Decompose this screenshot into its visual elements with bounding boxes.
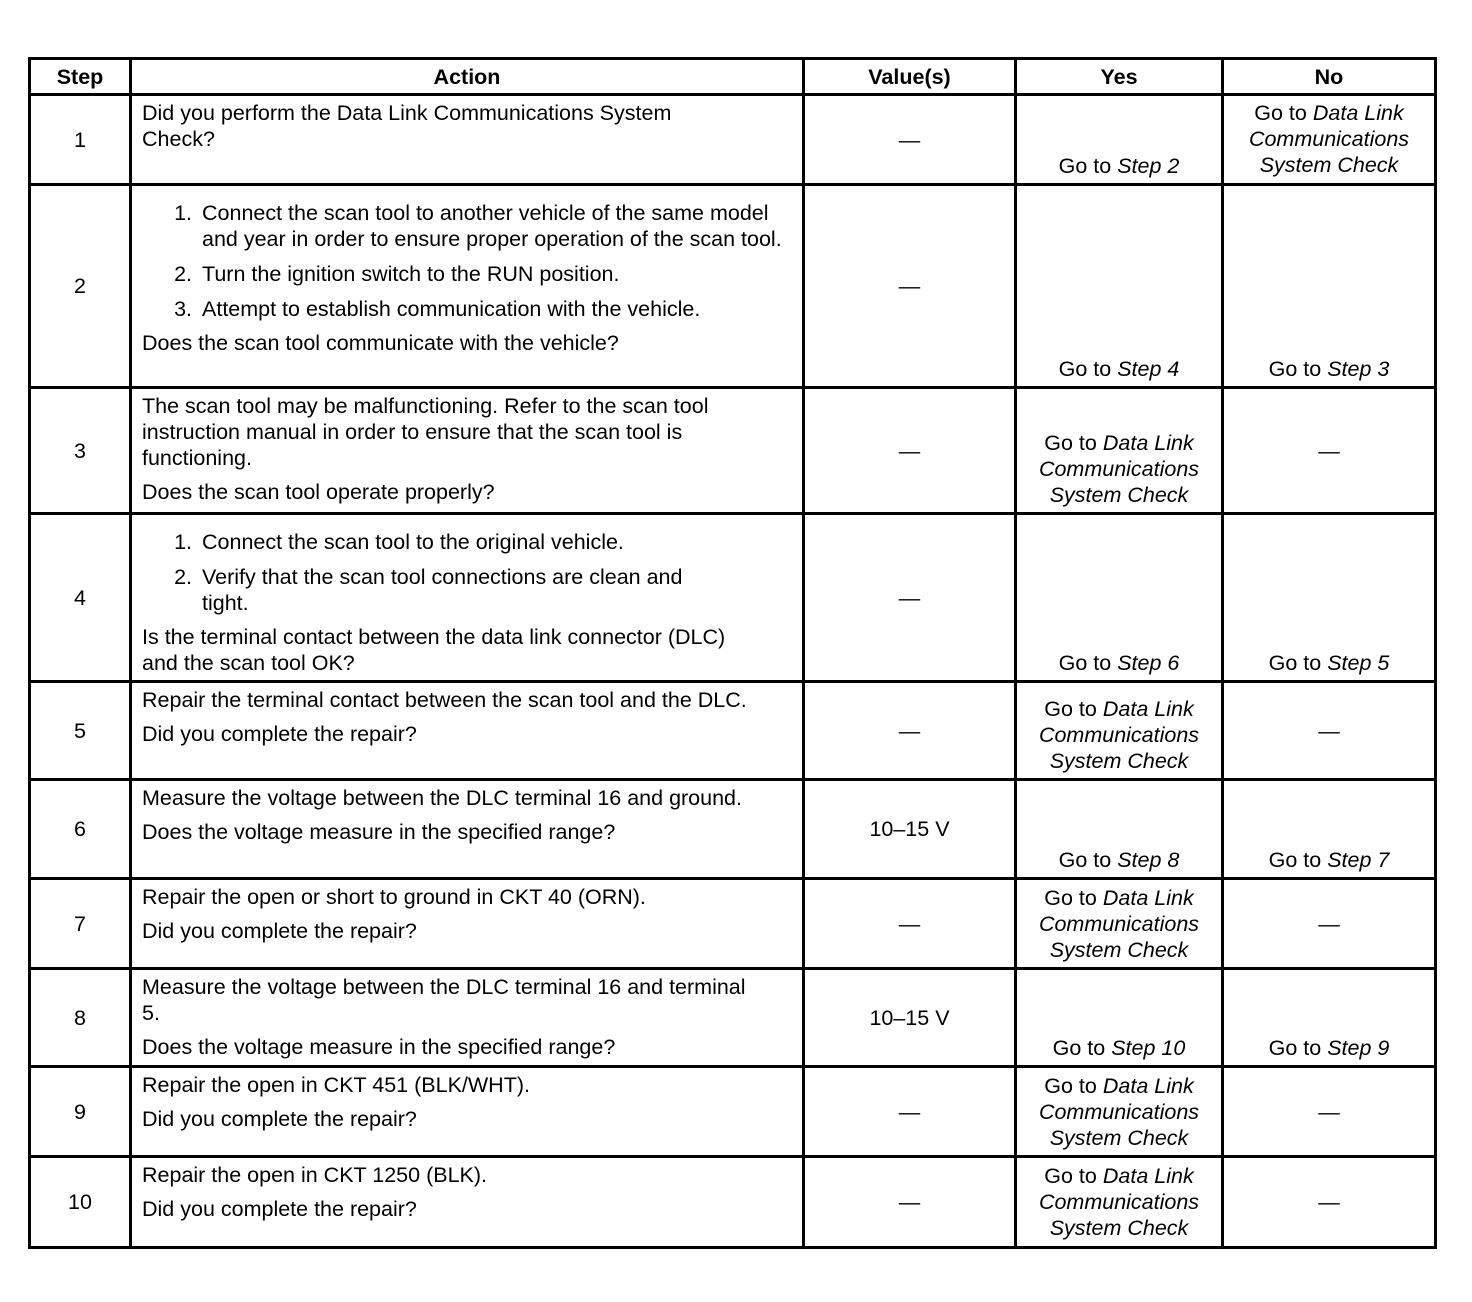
step-number: 6 — [30, 780, 131, 879]
no-cell: — — [1223, 879, 1436, 969]
step-number: 5 — [30, 682, 131, 780]
go-to-text: Go to — [1058, 848, 1112, 872]
dlc-check-link[interactable]: Data Link Communications System Check — [1038, 1073, 1200, 1150]
action-cell — [131, 95, 804, 185]
no-cell — [1223, 514, 1436, 682]
step-number: 4 — [30, 514, 131, 682]
action-question: Did you complete the repair? — [142, 722, 417, 746]
dlc-check-link[interactable]: Data Link Communications System Check — [1038, 885, 1200, 962]
action-cell — [131, 1067, 804, 1157]
action-text: Repair the open or short to ground in CKT 40 (ORN). — [142, 885, 646, 909]
action-text: The scan tool may be malfunctioning. Refer to the scan tool instruction manual in order to ensure that the scan tool is functioning. — [142, 394, 709, 470]
step-link[interactable]: Step 7 — [1327, 848, 1390, 872]
step-link[interactable]: Step 4 — [1117, 357, 1180, 381]
table-row — [30, 879, 1436, 969]
value-cell: 10–15 V — [804, 780, 1016, 879]
step-number: 10 — [30, 1157, 131, 1248]
header-action: Action — [131, 59, 804, 95]
step-number: 2 — [30, 185, 131, 388]
action-text: Did you perform the Data Link Communications System Check? — [142, 101, 672, 151]
substep-item: 3. Attempt to establish communication with the vehicle. — [198, 296, 794, 322]
table-row — [30, 388, 1436, 514]
table-row — [30, 969, 1436, 1067]
dlc-check-link[interactable]: Data Link Communications System Check — [1038, 431, 1200, 507]
go-to-text: Go to — [1044, 431, 1097, 455]
no-cell — [1223, 969, 1436, 1067]
substep-item: 2. Verify that the scan tool connections are clean and tight. — [198, 564, 718, 616]
action-cell — [131, 185, 804, 388]
value-cell: — — [804, 879, 1016, 969]
action-text: Measure the voltage between the DLC terminal 16 and terminal 5. — [142, 975, 746, 1025]
no-cell: — — [1223, 1157, 1436, 1248]
substep-list — [142, 200, 794, 322]
header-row — [30, 59, 1436, 95]
step-link[interactable]: Step 8 — [1117, 848, 1180, 872]
step-link[interactable]: Step 6 — [1117, 651, 1180, 675]
action-cell — [131, 969, 804, 1067]
action-text: Repair the open in CKT 1250 (BLK). — [142, 1163, 487, 1187]
action-text: Repair the terminal contact between the scan tool and the DLC. — [142, 688, 747, 712]
yes-cell — [1016, 514, 1223, 682]
table-row — [30, 1067, 1436, 1157]
table-row — [30, 780, 1436, 879]
no-cell: — — [1223, 1067, 1436, 1157]
action-cell — [131, 1157, 804, 1248]
action-question: Does the voltage measure in the specified range? — [142, 1035, 616, 1059]
table-row — [30, 185, 1436, 388]
value-cell: — — [804, 1067, 1016, 1157]
yes-cell — [1016, 1157, 1223, 1248]
yes-cell — [1016, 1067, 1223, 1157]
action-question: Did you complete the repair? — [142, 1107, 417, 1131]
step-number: 9 — [30, 1067, 131, 1157]
go-to-text: Go to — [1044, 1164, 1097, 1188]
no-cell — [1223, 780, 1436, 879]
no-cell — [1223, 185, 1436, 388]
yes-cell — [1016, 682, 1223, 780]
action-question: Did you complete the repair? — [142, 919, 417, 943]
yes-cell — [1016, 780, 1223, 879]
substep-item: 1. Connect the scan tool to another vehicle of the same model and year in order to ensure proper operation of the scan tool. — [198, 200, 794, 252]
value-cell: — — [804, 185, 1016, 388]
value-cell: — — [804, 514, 1016, 682]
header-step: Step — [30, 59, 131, 95]
action-question: Did you complete the repair? — [142, 1197, 417, 1221]
table-row — [30, 1157, 1436, 1248]
header-yes: Yes — [1016, 59, 1223, 95]
action-question: Does the voltage measure in the specified range? — [142, 820, 616, 844]
go-to-text: Go to — [1044, 697, 1097, 721]
yes-cell — [1016, 185, 1223, 388]
step-link[interactable]: Step 10 — [1111, 1036, 1186, 1060]
dlc-check-link[interactable]: Data Link Communications System Check — [1038, 697, 1200, 773]
step-link[interactable]: Step 9 — [1327, 1036, 1390, 1060]
go-to-text: Go to — [1268, 1036, 1322, 1060]
no-cell — [1223, 95, 1436, 185]
header-no: No — [1223, 59, 1436, 95]
no-cell: — — [1223, 388, 1436, 514]
dlc-check-link[interactable]: Data Link Communications System Check — [1248, 101, 1410, 177]
go-to-text: Go to — [1058, 651, 1112, 675]
yes-cell — [1016, 388, 1223, 514]
value-cell: — — [804, 682, 1016, 780]
table-row — [30, 95, 1436, 185]
value-cell: 10–15 V — [804, 969, 1016, 1067]
step-link[interactable]: Step 3 — [1327, 357, 1390, 381]
value-cell: — — [804, 95, 1016, 185]
yes-cell — [1016, 969, 1223, 1067]
value-cell: — — [804, 1157, 1016, 1248]
go-to-text: Go to — [1044, 885, 1097, 910]
step-link[interactable]: Step 2 — [1117, 154, 1180, 178]
step-number: 7 — [30, 879, 131, 969]
table-row — [30, 514, 1436, 682]
yes-cell — [1016, 95, 1223, 185]
header-value: Value(s) — [804, 59, 1016, 95]
go-to-text: Go to — [1268, 357, 1322, 381]
step-number: 1 — [30, 95, 131, 185]
value-cell: — — [804, 388, 1016, 514]
action-text: Measure the voltage between the DLC terminal 16 and ground. — [142, 786, 742, 810]
go-to-text: Go to — [1058, 357, 1112, 381]
action-cell — [131, 388, 804, 514]
substep-list — [142, 529, 718, 616]
go-to-text: Go to — [1052, 1036, 1106, 1060]
action-question: Is the terminal contact between the data link connector (DLC) and the scan tool OK? — [142, 625, 726, 675]
step-link[interactable]: Step 5 — [1327, 651, 1390, 675]
action-cell — [131, 780, 804, 879]
action-cell — [131, 682, 804, 780]
go-to-text: Go to — [1268, 848, 1322, 872]
action-cell — [131, 879, 804, 969]
action-text: Repair the open in CKT 451 (BLK/WHT). — [142, 1073, 530, 1097]
action-cell — [131, 514, 804, 682]
step-number: 8 — [30, 969, 131, 1067]
action-question: Does the scan tool operate properly? — [142, 480, 495, 504]
substep-item: 1. Connect the scan tool to the original vehicle. — [198, 529, 718, 555]
dlc-check-link[interactable]: Data Link Communications System Check — [1038, 1164, 1200, 1240]
yes-cell — [1016, 879, 1223, 969]
action-question: Does the scan tool communicate with the vehicle? — [142, 331, 619, 355]
table-row — [30, 682, 1436, 780]
go-to-text: Go to — [1268, 651, 1322, 675]
go-to-text: Go to — [1254, 101, 1307, 125]
no-cell: — — [1223, 682, 1436, 780]
substep-item: 2. Turn the ignition switch to the RUN position. — [198, 261, 794, 287]
go-to-text: Go to — [1058, 154, 1112, 178]
go-to-text: Go to — [1044, 1073, 1097, 1098]
step-number: 3 — [30, 388, 131, 514]
diagnostic-table — [28, 57, 1437, 1249]
